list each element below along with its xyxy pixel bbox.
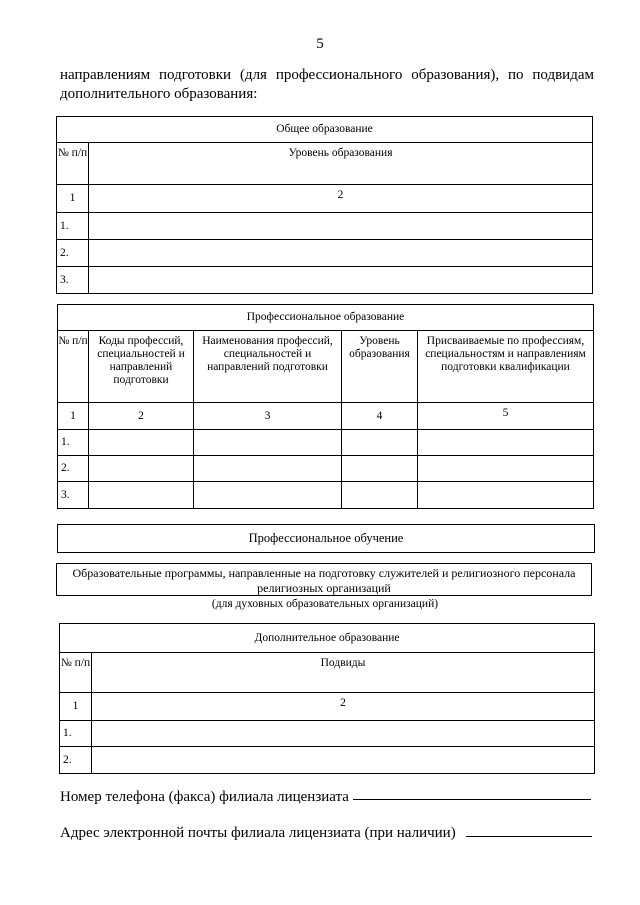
index-cell: 2 xyxy=(89,185,593,213)
email-label: Адрес электронной почты филиала лицензиата (при наличии) xyxy=(60,825,456,841)
table-row: 1. xyxy=(57,213,89,240)
col-names: Наименования профессий, специальностей и направлений подготовки xyxy=(194,331,342,403)
index-cell: 5 xyxy=(418,403,594,430)
phone-label: Номер телефона (факса) филиала лицензиата xyxy=(60,789,349,805)
input-cell[interactable] xyxy=(418,456,594,482)
input-cell[interactable] xyxy=(89,430,194,456)
religious-programs-title: Образовательные программы, направленные на подготовку служителей и религиозного персонала религиозных организаций xyxy=(72,566,576,595)
index-cell: 1 xyxy=(60,693,92,721)
professional-education-table xyxy=(57,304,594,509)
input-cell[interactable] xyxy=(89,213,593,240)
general-education-title: Общее образование xyxy=(57,117,593,143)
index-cell: 2 xyxy=(89,403,194,430)
input-cell[interactable] xyxy=(89,456,194,482)
table-row: 3. xyxy=(57,267,89,294)
col-num: № п/п xyxy=(57,143,89,185)
input-cell[interactable] xyxy=(418,482,594,509)
table-row: 2. xyxy=(58,456,89,482)
additional-education-title: Дополнительное образование xyxy=(60,624,595,653)
input-cell[interactable] xyxy=(194,482,342,509)
general-education-table xyxy=(56,116,593,294)
phone-field[interactable] xyxy=(353,799,591,800)
col-num: № п/п xyxy=(60,653,92,693)
table-row: 2. xyxy=(57,240,89,267)
index-cell: 1 xyxy=(57,185,89,213)
col-codes: Коды профессий, специальностей и направлений подготовки xyxy=(89,331,194,403)
col-level: Уровень образования xyxy=(342,331,418,403)
email-field[interactable] xyxy=(466,836,592,837)
religious-programs-box xyxy=(56,563,592,596)
religious-programs-note: (для духовных образовательных организаций) xyxy=(211,598,439,610)
index-cell: 2 xyxy=(92,693,595,721)
page-number: 5 xyxy=(316,36,324,52)
professional-training-title: Профессиональное обучение xyxy=(248,531,404,545)
table-row: 3. xyxy=(58,482,89,509)
input-cell[interactable] xyxy=(89,267,593,294)
input-cell[interactable] xyxy=(89,482,194,509)
col-subtypes: Подвиды xyxy=(92,653,595,693)
table-row: 1. xyxy=(60,721,92,747)
input-cell[interactable] xyxy=(92,721,595,747)
professional-training-box xyxy=(57,524,595,553)
col-qualification: Присваиваемые по профессиям, специальностям и направлениям подготовки квалификации xyxy=(418,331,594,403)
input-cell[interactable] xyxy=(418,430,594,456)
index-cell: 4 xyxy=(342,403,418,430)
input-cell[interactable] xyxy=(194,430,342,456)
index-cell: 1 xyxy=(58,403,89,430)
input-cell[interactable] xyxy=(92,747,595,774)
intro-text: направлениям подготовки (для профессионального образования), по подвидам дополнительного образования: xyxy=(60,67,594,102)
col-num: № п/п xyxy=(58,331,89,403)
index-cell: 3 xyxy=(194,403,342,430)
input-cell[interactable] xyxy=(342,456,418,482)
professional-education-title: Профессиональное образование xyxy=(58,305,594,331)
input-cell[interactable] xyxy=(194,456,342,482)
col-level: Уровень образования xyxy=(89,143,593,185)
input-cell[interactable] xyxy=(342,430,418,456)
table-row: 2. xyxy=(60,747,92,774)
input-cell[interactable] xyxy=(89,240,593,267)
input-cell[interactable] xyxy=(342,482,418,509)
table-row: 1. xyxy=(58,430,89,456)
additional-education-table xyxy=(59,623,595,774)
